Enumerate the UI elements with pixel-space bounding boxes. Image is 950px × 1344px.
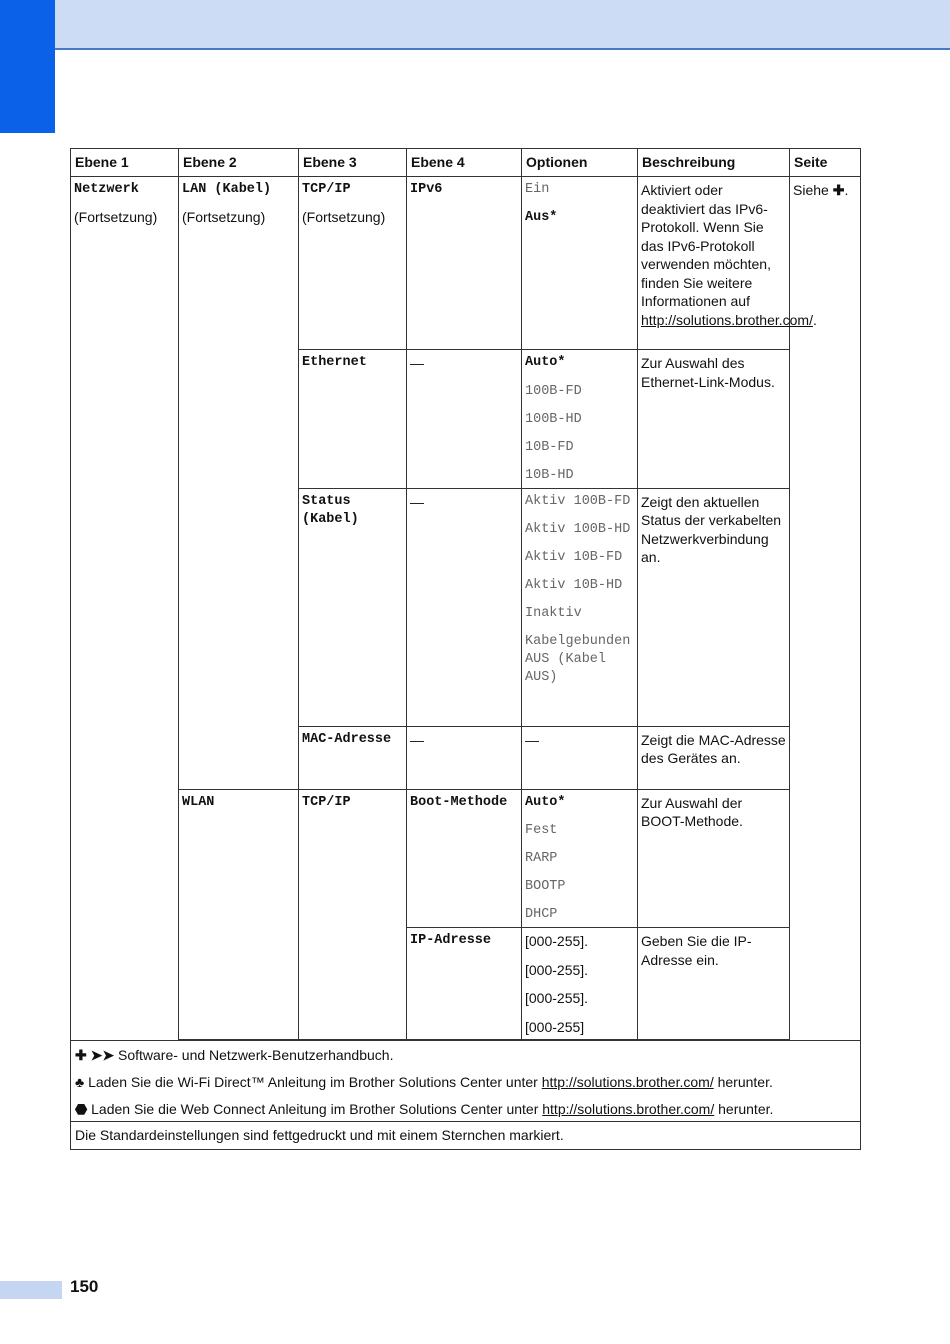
level1-name: Netzwerk (74, 182, 139, 197)
plus-icon: ✚ (75, 1047, 87, 1063)
option-item: [000-255]. (525, 933, 589, 949)
option-item: [000-255]. (525, 990, 589, 1006)
ipv6-name: IPv6 (410, 182, 443, 197)
ip-name: IP-Adresse (410, 933, 492, 948)
defaults-note: Die Standardeinstellungen sind fettgedruckt und mit einem Sternchen markiert. (71, 1122, 861, 1150)
option-item: Aktiv 100B-FD (525, 493, 631, 509)
mac-description-cell: Zeigt die MAC-Adresse des Gerätes an. (638, 726, 790, 789)
option-item-default: Auto* (525, 794, 566, 810)
boot-options-cell (522, 789, 638, 928)
option-item-default: Auto* (525, 355, 566, 370)
tcpip-note: (Fortsetzung) (302, 208, 386, 225)
header-page: Seite (790, 149, 861, 177)
option-item-default: Aus* (525, 210, 558, 225)
option-item: 10B-HD (525, 467, 574, 483)
lan-name: LAN (Kabel) (182, 182, 272, 197)
status-name: Status (Kabel) (302, 493, 359, 527)
option-item: 10B-FD (525, 439, 574, 455)
level3-status-cell (299, 488, 407, 726)
status-description-cell: Zeigt den aktuellen Status der verkabelten Netzwerkverbindung an. (638, 488, 790, 726)
lan-note: (Fortsetzung) (182, 208, 266, 225)
level4-boot-cell (407, 789, 522, 928)
boot-name: Boot-Methode (410, 794, 508, 810)
ethernet-options-cell (522, 350, 638, 489)
boot-description-cell: Zur Auswahl der BOOT-Methode. (638, 789, 790, 928)
mac-option-cell: — (522, 726, 638, 789)
note2-suffix: herunter. (717, 1074, 773, 1090)
option-item: Ein (525, 182, 550, 197)
header-level1: Ebene 1 (71, 149, 179, 177)
level3-wlan-tcpip-cell (299, 789, 407, 1040)
defaults-row (71, 1122, 861, 1150)
note1-text: Software- und Netzwerk-Benutzerhandbuch. (117, 1047, 394, 1063)
ip-options-cell (522, 928, 638, 1040)
note3-suffix: herunter. (718, 1101, 774, 1117)
level3-mac-cell (299, 726, 407, 789)
chapter-tab (0, 0, 55, 133)
note2-link[interactable]: http://solutions.brother.com/ (541, 1074, 714, 1090)
page-number: 150 (70, 1277, 99, 1296)
plus-icon: ✚ (832, 182, 845, 198)
option-item: DHCP (525, 907, 558, 922)
note-web-connect (75, 1100, 856, 1118)
ipv6-description: Aktiviert oder deaktiviert das IPv6-Protokoll. Wenn Sie das IPv6-Protokoll verwenden möchten, finden Sie weitere Informationen auf (641, 182, 771, 309)
table-row (71, 789, 861, 928)
page-cell (790, 177, 861, 1041)
ipv6-link[interactable]: http://solutions.brother.com/ (641, 311, 813, 328)
header-level3: Ebene 3 (299, 149, 407, 177)
option-item: [000-255] (525, 1018, 585, 1035)
ethernet-description-cell: Zur Auswahl des Ethernet-Link-Modus. (638, 350, 790, 489)
table-row (71, 177, 861, 350)
ip-description-cell: Geben Sie die IP-Adresse ein. (638, 928, 790, 1040)
note3-link[interactable]: http://solutions.brother.com/ (542, 1101, 715, 1117)
notes-cell (71, 1041, 861, 1122)
option-item: BOOTP (525, 879, 566, 894)
page-ref-suffix: . (844, 182, 849, 198)
option-item: Aktiv 10B-HD (525, 577, 623, 593)
page-ref-prefix: Siehe (793, 182, 829, 198)
level1-note: (Fortsetzung) (74, 208, 158, 225)
level2-lan-cell (179, 177, 299, 790)
tcpip-name: TCP/IP (302, 182, 351, 197)
header-description: Beschreibung (638, 149, 790, 177)
header-level4: Ebene 4 (407, 149, 522, 177)
notes-row (71, 1041, 861, 1122)
level2-wlan-cell (179, 789, 299, 1040)
level4-ethernet-cell: — (407, 350, 522, 489)
level3-tcpip-cell (299, 177, 407, 350)
level4-ip-cell (407, 928, 522, 1040)
option-item: Aktiv 100B-HD (525, 521, 631, 537)
wlan-tcpip-name: TCP/IP (302, 794, 351, 810)
ethernet-name: Ethernet (302, 355, 367, 370)
mac-name: MAC-Adresse (302, 731, 392, 747)
wlan-name: WLAN (182, 794, 215, 810)
ipv6-options-cell (522, 177, 638, 350)
footer-band (0, 1281, 62, 1299)
note3-text: Laden Sie die Web Connect Anleitung im Brother Solutions Center unter (91, 1101, 539, 1117)
note2-text: Laden Sie die Wi-Fi Direct™ Anleitung im Brother Solutions Center unter (88, 1074, 538, 1090)
ipv6-link-suffix: . (812, 311, 817, 328)
header-options: Optionen (522, 149, 638, 177)
level4-status-cell: — (407, 488, 522, 726)
double-arrow-icon: ➤➤ (90, 1047, 115, 1063)
table-header-row (71, 149, 861, 177)
option-item: Kabelgebunden AUS (Kabel AUS) (525, 633, 631, 685)
hexagon-icon: ⬣ (75, 1101, 88, 1117)
club-icon: ♣ (75, 1074, 85, 1090)
option-item: 100B-FD (525, 383, 582, 399)
option-item: 100B-HD (525, 411, 582, 427)
header-level2: Ebene 2 (179, 149, 299, 177)
level3-ethernet-cell (299, 350, 407, 489)
note-software (75, 1046, 856, 1064)
option-item: RARP (525, 851, 558, 866)
option-item: Inaktiv (525, 605, 582, 621)
option-item: [000-255]. (525, 961, 589, 978)
status-options-cell (522, 488, 638, 726)
header-band (55, 0, 950, 50)
note-wifi-direct (75, 1073, 856, 1091)
settings-table (70, 148, 861, 1150)
option-item: Fest (525, 823, 558, 838)
option-item: Aktiv 10B-FD (525, 549, 623, 565)
level4-ipv6-cell (407, 177, 522, 350)
level1-cell (71, 177, 179, 1041)
level4-mac-cell: — (407, 726, 522, 789)
